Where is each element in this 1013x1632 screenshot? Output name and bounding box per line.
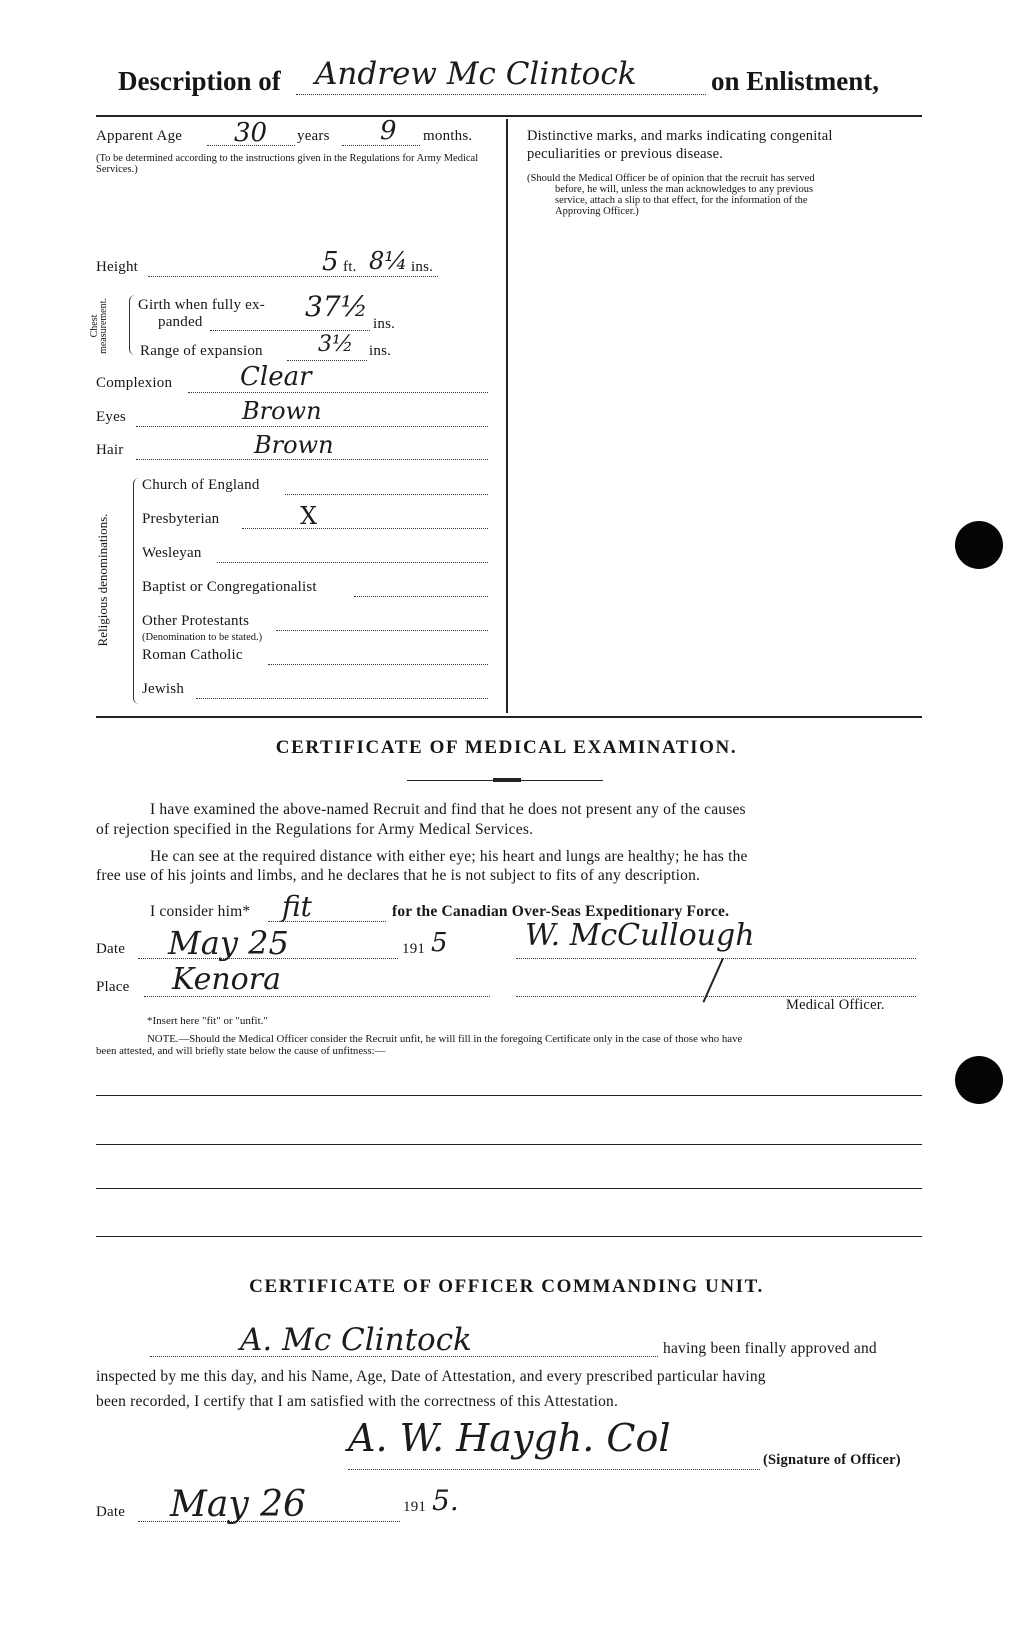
punch-hole-upper xyxy=(955,521,1003,569)
height-feet-label: ft. xyxy=(343,259,357,275)
girth-label-2: panded xyxy=(158,314,203,330)
girth-unit: ins. xyxy=(373,316,396,332)
place-value: Kenora xyxy=(172,962,281,997)
commanding-date-value: May 26 xyxy=(170,1484,306,1525)
marks-heading-1: Distinctive marks, and marks indicating congenital xyxy=(527,128,833,144)
medical-para1-line2: of rejection specified in the Regulations for Army Medical Services. xyxy=(96,821,534,838)
commanding-line2: inspected by me this day, and his Name, Age, Date of Attestation, and every prescribed particular having xyxy=(96,1368,766,1385)
religion-roman-catholic: Roman Catholic xyxy=(142,647,243,663)
header-name-line xyxy=(296,94,706,95)
marks-note-3: service, attach a slip to that effect, for the information of the xyxy=(555,195,808,206)
religion-other: Other Protestants xyxy=(142,613,250,629)
marks-heading-2: peculiarities or previous disease. xyxy=(527,146,724,162)
religion-church-of-england: Church of England xyxy=(142,477,260,493)
commanding-recruit-name: A. Mc Clintock xyxy=(240,1322,472,1358)
girth-value: 37½ xyxy=(305,290,368,323)
column-divider xyxy=(506,119,508,713)
force-label: for the Canadian Over-Seas Expeditionary Force. xyxy=(392,903,730,920)
marks-note-2: before, he will, unless the man acknowledges to any previous xyxy=(555,184,814,195)
medical-date-label: Date xyxy=(96,941,126,957)
consider-label: I consider him* xyxy=(150,903,251,920)
commanding-line3: been recorded, I certify that I am satisfied with the correctness of this Attestation. xyxy=(96,1393,619,1410)
range-unit: ins. xyxy=(369,343,392,359)
medical-footnote: *Insert here "fit" or "unfit." xyxy=(147,1015,268,1027)
signature-of-officer-label: (Signature of Officer) xyxy=(763,1452,901,1468)
height-feet-value: 5 xyxy=(322,247,339,277)
medical-note-line1: NOTE.—Should the Medical Officer consider the Recruit unfit, he will fill in the foregoing Certificate only in the case of those who have xyxy=(147,1033,743,1045)
medical-year-prefix: 191 xyxy=(402,941,426,957)
age-months-value: 9 xyxy=(380,116,397,146)
catholic-line xyxy=(268,664,488,665)
range-line xyxy=(287,360,367,361)
unfitness-line-1 xyxy=(96,1095,922,1096)
range-label: Range of expansion xyxy=(140,343,263,359)
commanding-date-label: Date xyxy=(96,1504,126,1520)
commanding-year-prefix: 191 xyxy=(403,1499,427,1515)
marks-note-1: (Should the Medical Officer be of opinion that the recruit has served xyxy=(527,173,815,184)
medical-officer-signature: W. McCullough xyxy=(525,918,755,953)
height-inches-value: 8¼ xyxy=(369,247,408,275)
chest-brace xyxy=(129,295,136,355)
church-line xyxy=(285,494,488,495)
complexion-label: Complexion xyxy=(96,375,173,391)
religion-other-note: (Denomination to be stated.) xyxy=(142,632,263,643)
age-months-label: months. xyxy=(423,128,473,144)
header-title-suffix: on Enlistment, xyxy=(711,66,880,96)
religion-wesleyan: Wesleyan xyxy=(142,545,202,561)
range-value: 3½ xyxy=(318,332,354,357)
description-bottom-rule xyxy=(96,716,922,718)
religion-baptist: Baptist or Congregationalist xyxy=(142,579,317,595)
complexion-value: Clear xyxy=(240,362,312,392)
chest-measurement-label xyxy=(89,296,109,356)
age-label: Apparent Age xyxy=(96,128,183,144)
eyes-value: Brown xyxy=(242,397,322,425)
unfitness-line-3 xyxy=(96,1188,922,1189)
commanding-title: CERTIFICATE OF OFFICER COMMANDING UNIT. xyxy=(249,1276,764,1297)
header-rule xyxy=(96,115,922,117)
height-label: Height xyxy=(96,259,139,275)
consider-value: fit xyxy=(282,890,312,923)
medical-para2-line2: free use of his joints and limbs, and he declares that he is not subject to fits of any description. xyxy=(96,867,701,884)
hair-line xyxy=(136,459,488,460)
girth-label-1: Girth when fully ex- xyxy=(138,297,265,313)
religion-label-text: Religious denominations. xyxy=(95,513,110,647)
baptist-line xyxy=(354,596,488,597)
marks-note-4: Approving Officer.) xyxy=(555,206,639,217)
religion-brace xyxy=(133,478,141,704)
medical-year-digit: 5 xyxy=(431,928,448,958)
recruit-name-handwritten: Andrew Mc Clintock xyxy=(315,56,637,92)
place-label: Place xyxy=(96,979,130,995)
chest-label-text: Chest measurement. xyxy=(89,298,109,354)
medical-date-value: May 25 xyxy=(168,924,289,962)
medical-para2-line1: He can see at the required distance with either eye; his heart and lungs are healthy; he has the xyxy=(150,848,748,865)
other-line xyxy=(276,630,488,631)
age-years-label: years xyxy=(297,128,330,144)
height-inches-label: ins. xyxy=(411,259,434,275)
commanding-line1-suffix: having been finally approved and xyxy=(663,1340,877,1357)
complexion-line xyxy=(188,392,488,393)
commanding-signature-line xyxy=(348,1469,760,1470)
wesleyan-line xyxy=(217,562,488,563)
unfitness-line-4 xyxy=(96,1236,922,1237)
eyes-label: Eyes xyxy=(96,409,126,425)
commanding-year-digit: 5. xyxy=(432,1484,459,1517)
religion-group-label xyxy=(96,505,110,655)
jewish-line xyxy=(196,698,488,699)
medical-title-underline-mark xyxy=(493,778,521,782)
commanding-officer-signature: A. W. Haygh. Col xyxy=(348,1416,671,1460)
medical-title: CERTIFICATE OF MEDICAL EXAMINATION. xyxy=(275,737,738,758)
medical-signature-line xyxy=(516,958,916,959)
medical-para1-line1: I have examined the above-named Recruit and find that he does not present any of the causes xyxy=(150,801,746,818)
unfitness-line-2 xyxy=(96,1144,922,1145)
presbyterian-mark: X xyxy=(300,502,318,530)
age-years-value: 30 xyxy=(234,118,268,148)
religion-jewish: Jewish xyxy=(142,681,185,697)
punch-hole-lower xyxy=(955,1056,1003,1104)
religion-presbyterian: Presbyterian xyxy=(142,511,220,527)
hair-value: Brown xyxy=(254,431,334,459)
girth-line xyxy=(210,330,370,331)
hair-label: Hair xyxy=(96,442,124,458)
presbyterian-line xyxy=(242,528,488,529)
medical-officer-label: Medical Officer. xyxy=(786,997,885,1013)
eyes-line xyxy=(136,426,488,427)
age-note xyxy=(96,153,486,175)
header-title-prefix: Description of xyxy=(118,66,281,96)
medical-note-line2: been attested, and will briefly state below the cause of unfitness:— xyxy=(96,1045,386,1057)
age-note-text: (To be determined according to the instructions given in the Regulations for Army Medical Services.) xyxy=(96,153,479,175)
height-line xyxy=(148,276,438,277)
